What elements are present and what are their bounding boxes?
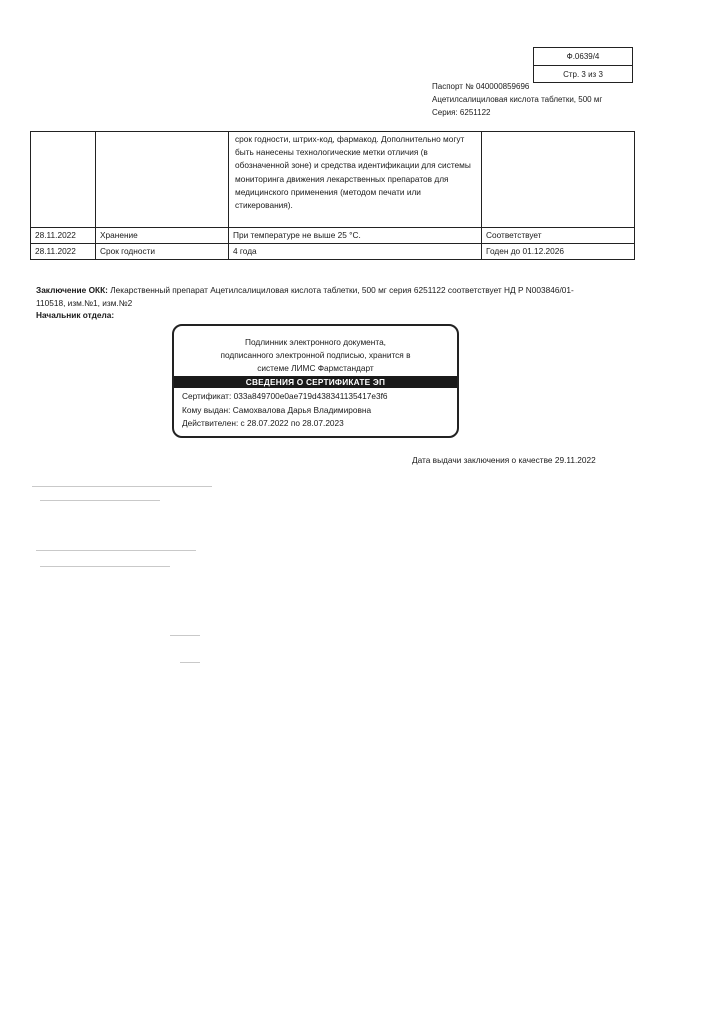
date-cell: 28.11.2022: [31, 244, 96, 260]
department-head-label: Начальник отдела:: [36, 310, 115, 320]
date-cell: 28.11.2022: [31, 228, 96, 244]
date-cell: [31, 132, 96, 228]
test-cell: Хранение: [96, 228, 229, 244]
stamp-line-1: Подлинник электронного документа,: [244, 337, 386, 347]
result-cell: Годен до 01.12.2026: [482, 244, 635, 260]
certificate-number: Сертификат: 033a849700e0ae719d438341135417e3f6: [182, 391, 388, 401]
scan-artifact: [40, 500, 160, 501]
table-row: [31, 228, 635, 244]
scan-artifact: [170, 635, 200, 636]
test-cell: [96, 132, 229, 228]
product-name: Ацетилсалициловая кислота таблетки, 500 мг: [432, 95, 603, 104]
requirement-cell: срок годности, штрих-код, фармакод. Дополнительно могут быть нанесены технологические метки отличия (в обозначенной зоне) и средства идентификации для системы мониторинга движения лекарственных препаратов для медицинского применения (методом печати или стикерования).: [229, 132, 482, 228]
scan-artifact: [32, 486, 212, 487]
quality-table: [30, 131, 635, 260]
certificate-owner: Кому выдан: Самохвалова Дарья Владимировна: [182, 404, 372, 415]
result-cell: [482, 132, 635, 228]
scan-artifact: [36, 550, 196, 551]
qc-conclusion: [36, 284, 596, 310]
page-number: Стр. 3 из 3: [563, 70, 603, 79]
test-cell: Срок годности: [96, 244, 229, 260]
conclusion-text: Лекарственный препарат Ацетилсалициловая кислота таблетки, 500 мг серия 6251122 соответствует НД Р N003846/01-110518, изм.№1, изм.№2: [36, 285, 574, 308]
passport-number: Паспорт № 040000859696: [432, 82, 530, 91]
stamp-line-3: системе ЛИМС Фармстандарт: [257, 363, 374, 373]
requirement-cell: 4 года: [229, 244, 482, 260]
conclusion-label: Заключение ОКК:: [36, 285, 108, 295]
scan-artifact: [180, 662, 200, 663]
table-row: [31, 132, 635, 228]
certificate-info-bar: СВЕДЕНИЯ О СЕРТИФИКАТЕ ЭП: [174, 376, 457, 388]
series-number: Серия: 6251122: [432, 108, 491, 117]
result-cell: Соответствует: [482, 228, 635, 244]
requirement-cell: При температуре не выше 25 °С.: [229, 228, 482, 244]
form-code-box: [533, 47, 633, 83]
certificate-validity: Действителен: с 28.07.2022 по 28.07.2023: [182, 418, 344, 428]
scan-artifact: [40, 566, 170, 567]
form-code: Ф.0639/4: [534, 48, 632, 66]
e-signature-stamp: [172, 324, 459, 438]
table-row: [31, 244, 635, 260]
stamp-line-2: подписанного электронной подписью, хранится в: [220, 350, 411, 360]
issue-date: Дата выдачи заключения о качестве 29.11.2022: [412, 455, 596, 465]
